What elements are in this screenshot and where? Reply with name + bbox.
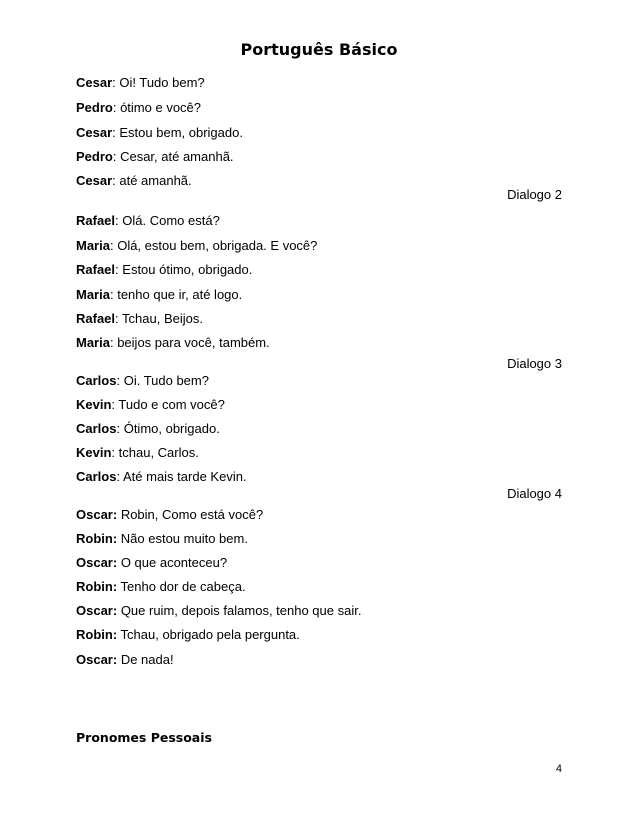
- speaker-name: Cesar: [76, 125, 113, 140]
- line-text: Que ruim, depois falamos, tenho que sair.: [117, 603, 362, 618]
- speaker-name: Rafael: [76, 311, 116, 326]
- dialog-line: [76, 603, 361, 618]
- speaker-name: Oscar:: [76, 507, 118, 522]
- speaker-name: Maria: [76, 238, 110, 253]
- dialog-line: [76, 213, 220, 228]
- speaker-name: Oscar:: [76, 603, 118, 618]
- line-text: O que aconteceu?: [117, 555, 228, 570]
- dialog-line: [76, 652, 174, 667]
- dialog-4-label: Dialogo 4: [507, 486, 562, 501]
- speaker-name: Carlos: [76, 421, 117, 436]
- separator: :: [112, 100, 117, 115]
- line-text: Robin, Como está você?: [117, 507, 264, 522]
- dialog-line: [76, 311, 203, 326]
- speaker-name: Kevin: [76, 445, 112, 460]
- speaker-name: Robin:: [76, 627, 118, 642]
- section-heading: Pronomes Pessoais: [76, 730, 212, 745]
- line-text: De nada!: [117, 652, 174, 667]
- dialog-3-label: Dialogo 3: [507, 356, 562, 371]
- line-text: Até mais tarde Kevin.: [120, 469, 247, 484]
- speaker-name: Maria: [76, 335, 110, 350]
- dialog-line: [76, 507, 263, 522]
- dialog-line: [76, 262, 252, 277]
- speaker-name: Oscar:: [76, 652, 118, 667]
- speaker-name: Pedro: [76, 100, 113, 115]
- line-text: Olá, estou bem, obrigada. E você?: [113, 238, 318, 253]
- separator: :: [111, 397, 116, 412]
- line-text: Tudo e com você?: [115, 397, 225, 412]
- line-text: beijos para você, também.: [113, 335, 270, 350]
- separator: :: [112, 173, 116, 188]
- speaker-name: Oscar:: [76, 555, 118, 570]
- dialog-line: [76, 579, 246, 594]
- speaker-name: Pedro: [76, 149, 113, 164]
- speaker-name: Maria: [76, 287, 110, 302]
- line-text: Estou ótimo, obrigado.: [118, 262, 253, 277]
- dialog-line: [76, 173, 192, 188]
- separator: :: [109, 238, 114, 253]
- speaker-name: Rafael: [76, 262, 116, 277]
- separator: :: [115, 311, 119, 326]
- line-text: Não estou muito bem.: [117, 531, 248, 546]
- line-text: Oi. Tudo bem?: [120, 373, 209, 388]
- separator: :: [116, 421, 121, 436]
- dialog-line: [76, 100, 201, 115]
- line-text: tchau, Carlos.: [115, 445, 199, 460]
- separator: :: [111, 445, 116, 460]
- speaker-name: Rafael: [76, 213, 116, 228]
- speaker-name: Robin:: [76, 531, 118, 546]
- dialog-line: [76, 238, 317, 253]
- line-text: até amanhã.: [115, 173, 192, 188]
- separator: :: [112, 75, 116, 90]
- dialog-line: [76, 287, 242, 302]
- dialog-line: [76, 397, 225, 412]
- dialog-line: [76, 421, 220, 436]
- separator: :: [109, 287, 114, 302]
- separator: :: [112, 149, 117, 164]
- dialog-line: [76, 469, 247, 484]
- separator: :: [115, 213, 119, 228]
- dialog-line: [76, 373, 209, 388]
- line-text: ótimo e você?: [116, 100, 202, 115]
- dialog-line: [76, 125, 243, 140]
- dialog-line: [76, 531, 248, 546]
- speaker-name: Robin:: [76, 579, 118, 594]
- dialog-line: [76, 149, 234, 164]
- separator: :: [109, 335, 114, 350]
- separator: :: [116, 469, 121, 484]
- line-text: Ótimo, obrigado.: [120, 421, 220, 436]
- line-text: Tchau, obrigado pela pergunta.: [117, 627, 300, 642]
- speaker-name: Carlos: [76, 469, 117, 484]
- dialog-line: [76, 335, 270, 350]
- dialog-line: [76, 445, 199, 460]
- line-text: Estou bem, obrigado.: [115, 125, 243, 140]
- dialog-line: [76, 555, 227, 570]
- separator: :: [116, 373, 121, 388]
- page-title: Português Básico: [240, 40, 398, 59]
- separator: :: [115, 262, 119, 277]
- speaker-name: Kevin: [76, 397, 112, 412]
- page-number: 4: [555, 763, 562, 775]
- dialog-line: [76, 75, 205, 90]
- speaker-name: Cesar: [76, 173, 113, 188]
- speaker-name: Carlos: [76, 373, 117, 388]
- speaker-name: Cesar: [76, 75, 113, 90]
- line-text: Cesar, até amanhã.: [116, 149, 234, 164]
- dialog-line: [76, 627, 300, 642]
- line-text: tenho que ir, até logo.: [113, 287, 243, 302]
- line-text: Olá. Como está?: [118, 213, 220, 228]
- line-text: Oi! Tudo bem?: [115, 75, 205, 90]
- line-text: Tenho dor de cabeça.: [117, 579, 246, 594]
- separator: :: [112, 125, 116, 140]
- line-text: Tchau, Beijos.: [118, 311, 203, 326]
- dialog-2-label: Dialogo 2: [507, 187, 562, 202]
